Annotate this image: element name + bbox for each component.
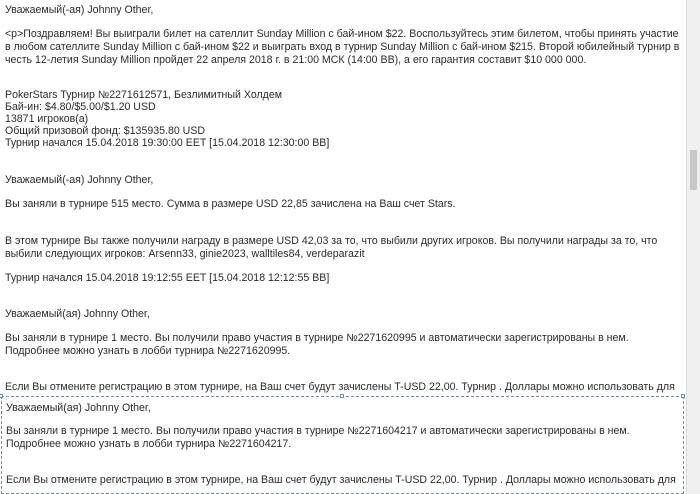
tournament-buyin: Бай-ин: $4.80/$5.00/$1.20 USD [5,101,156,113]
tournament-start-time-2: Турнир начался 15.04.2018 19:12:55 EET [15.04.2018 12:12:55 ВВ] [5,272,330,284]
tournament-players: 13871 игроков(а) [5,113,89,125]
unregister-note: Если Вы отмените регистрацию в этом турнире, на Ваш счет будут зачислены T-USD 22,00. Турнир . Доллары можно использовать для [5,381,675,393]
place-result-line-2: Подробнее можно узнать в лобби турнира №2271604217. [6,438,292,450]
greeting-2: Уважаемый(-ая) Johnny Other, [5,174,154,186]
selected-text-block[interactable] [1,396,684,494]
resize-handle-top-right[interactable] [681,394,685,398]
unregister-note: Если Вы отмените регистрацию в этом турнире, на Ваш счет будут зачислены T-USD 22,00. Турнир . Доллары можно использовать для [6,474,676,486]
bounty-line-1: В этом турнире Вы также получили награду в размере USD 42,03 за то, что выбили других игроков. Вы получили награды за то, что [5,235,658,247]
tournament-prize-pool: Общий призовой фонд: $135935.80 USD [5,125,206,137]
place-result-line-1: Вы заняли в турнире 1 место. Вы получили право участия в турнире №2271620995 и автоматически зарегистрированы в нем. [5,332,629,344]
tournament-start-time: Турнир начался 15.04.2018 19:30:00 EET [15.04.2018 12:30:00 ВВ] [5,137,330,149]
greeting-1: Уважаемый(-ая) Johnny Other, [5,4,154,16]
resize-handle-top-center[interactable] [340,394,344,398]
congrats-line-3: честь 12-летия Sunday Million пройдет 22 апреля 2018 г. в 21:00 МСК (14:00 ВВ), а его гарантия составит $10 000 000. [5,54,587,66]
resize-handle-top-left[interactable] [0,394,3,398]
tournament-title: PokerStars Турнир №2271612571, Безлимитный Холдем [5,89,283,101]
place-result-line-2: Подробнее можно узнать в лобби турнира №2271620995. [5,345,291,357]
greeting-3: Уважаемый(ая) Johnny Other, [5,308,150,320]
scrollbar-thumb[interactable] [690,150,697,190]
place-result-line-1: Вы заняли в турнире 1 место. Вы получили право участия в турнире №2271604217 и автоматически зарегистрированы в нем. [6,425,630,437]
vertical-scrollbar[interactable] [686,0,700,494]
congrats-line-2: в любом сателлите Sunday Million с бай-ином $22 и выиграть вход в турнир Sunday Million с бай-ином $215. Второй юбилейный турнир в [5,41,680,53]
greeting-4: Уважаемый(ая) Johnny Other, [6,402,151,414]
congrats-line-1: <p>Поздравляем! Вы выиграли билет на сателлит Sunday Million с бай-ином $22. Воспользуйтесь этим билетом, чтобы принять участие [5,28,679,40]
place-result-515: Вы заняли в турнире 515 место. Сумма в размере USD 22,85 зачислена на Ваш счет Stars. [5,198,456,210]
bounty-line-2: выбили следующих игроков: Arsenn33, ginie2023, walltiles84, verdeparazit [5,248,365,260]
